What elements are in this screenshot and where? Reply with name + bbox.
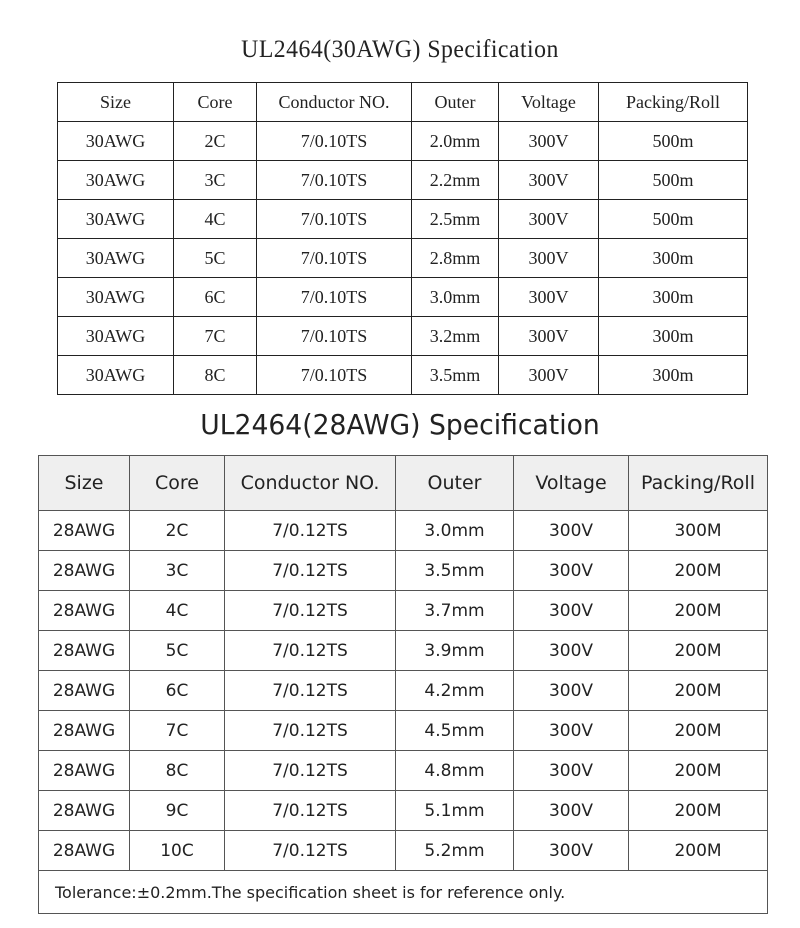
cell-voltage: 300V — [499, 278, 599, 317]
cell-size: 30AWG — [58, 200, 174, 239]
cell-core: 10C — [130, 831, 225, 871]
cell-packing: 500m — [599, 122, 748, 161]
cell-core: 8C — [174, 356, 257, 395]
cell-packing: 200M — [629, 631, 768, 671]
cell-packing: 200M — [629, 791, 768, 831]
table-row — [39, 711, 768, 751]
table-row — [39, 791, 768, 831]
cell-size: 30AWG — [58, 239, 174, 278]
spec-table-30awg — [57, 82, 748, 395]
table-row — [39, 831, 768, 871]
cell-size: 28AWG — [39, 711, 130, 751]
cell-size: 28AWG — [39, 551, 130, 591]
column-header-packing: Packing/Roll — [629, 456, 768, 511]
spec-table-28awg — [38, 455, 768, 914]
cell-voltage: 300V — [514, 591, 629, 631]
cell-size: 28AWG — [39, 591, 130, 631]
cell-packing: 300M — [629, 511, 768, 551]
cell-conductor: 7/0.10TS — [257, 278, 412, 317]
cell-packing: 200M — [629, 551, 768, 591]
cell-core: 2C — [130, 511, 225, 551]
cell-core: 6C — [174, 278, 257, 317]
cell-voltage: 300V — [499, 239, 599, 278]
cell-core: 7C — [174, 317, 257, 356]
table-row — [58, 317, 748, 356]
cell-outer: 2.8mm — [412, 239, 499, 278]
cell-packing: 500m — [599, 161, 748, 200]
cell-voltage: 300V — [514, 631, 629, 671]
cell-size: 28AWG — [39, 671, 130, 711]
cell-voltage: 300V — [499, 161, 599, 200]
column-header-packing: Packing/Roll — [599, 83, 748, 122]
column-header-outer: Outer — [412, 83, 499, 122]
cell-packing: 300m — [599, 239, 748, 278]
table-row — [58, 200, 748, 239]
spec-title-28awg: UL2464(28AWG) Specification — [200, 408, 600, 441]
cell-core: 2C — [174, 122, 257, 161]
column-header-size: Size — [58, 83, 174, 122]
cell-size: 28AWG — [39, 751, 130, 791]
cell-conductor: 7/0.12TS — [225, 511, 396, 551]
column-header-voltage: Voltage — [514, 456, 629, 511]
cell-outer: 4.5mm — [396, 711, 514, 751]
cell-outer: 3.0mm — [412, 278, 499, 317]
cell-outer: 4.2mm — [396, 671, 514, 711]
table-header-row — [39, 456, 768, 511]
cell-voltage: 300V — [514, 791, 629, 831]
table-row — [58, 278, 748, 317]
spec-title-30awg: UL2464(30AWG) Specification — [241, 36, 559, 63]
cell-outer: 3.0mm — [396, 511, 514, 551]
cell-size: 28AWG — [39, 831, 130, 871]
cell-packing: 200M — [629, 711, 768, 751]
cell-core: 5C — [174, 239, 257, 278]
cell-voltage: 300V — [499, 122, 599, 161]
column-header-voltage: Voltage — [499, 83, 599, 122]
cell-packing: 200M — [629, 591, 768, 631]
cell-outer: 5.1mm — [396, 791, 514, 831]
cell-voltage: 300V — [514, 711, 629, 751]
table-row — [39, 551, 768, 591]
tolerance-footnote: Tolerance:±0.2mm.The specification sheet is for reference only. — [39, 871, 768, 914]
cell-outer: 3.5mm — [412, 356, 499, 395]
table-row — [58, 239, 748, 278]
cell-size: 30AWG — [58, 122, 174, 161]
cell-conductor: 7/0.12TS — [225, 751, 396, 791]
cell-core: 3C — [130, 551, 225, 591]
cell-outer: 3.5mm — [396, 551, 514, 591]
cell-size: 30AWG — [58, 317, 174, 356]
cell-voltage: 300V — [499, 200, 599, 239]
cell-voltage: 300V — [514, 831, 629, 871]
cell-packing: 200M — [629, 671, 768, 711]
cell-conductor: 7/0.12TS — [225, 551, 396, 591]
table-row — [39, 511, 768, 551]
cell-core: 4C — [174, 200, 257, 239]
cell-conductor: 7/0.10TS — [257, 161, 412, 200]
footnote-row — [39, 871, 768, 914]
cell-outer: 3.9mm — [396, 631, 514, 671]
cell-size: 28AWG — [39, 511, 130, 551]
cell-outer: 3.2mm — [412, 317, 499, 356]
cell-outer: 2.0mm — [412, 122, 499, 161]
cell-core: 8C — [130, 751, 225, 791]
cell-packing: 300m — [599, 278, 748, 317]
cell-core: 7C — [130, 711, 225, 751]
cell-outer: 4.8mm — [396, 751, 514, 791]
table-header-row — [58, 83, 748, 122]
cell-core: 6C — [130, 671, 225, 711]
column-header-conductor: Conductor NO. — [257, 83, 412, 122]
cell-conductor: 7/0.12TS — [225, 631, 396, 671]
cell-core: 3C — [174, 161, 257, 200]
table-row — [58, 161, 748, 200]
cell-conductor: 7/0.10TS — [257, 356, 412, 395]
cell-conductor: 7/0.12TS — [225, 791, 396, 831]
column-header-conductor: Conductor NO. — [225, 456, 396, 511]
cell-packing: 500m — [599, 200, 748, 239]
table-row — [39, 631, 768, 671]
cell-size: 30AWG — [58, 161, 174, 200]
table-row — [58, 356, 748, 395]
cell-outer: 2.2mm — [412, 161, 499, 200]
cell-core: 5C — [130, 631, 225, 671]
cell-conductor: 7/0.12TS — [225, 831, 396, 871]
cell-conductor: 7/0.10TS — [257, 317, 412, 356]
cell-conductor: 7/0.12TS — [225, 711, 396, 751]
cell-conductor: 7/0.10TS — [257, 239, 412, 278]
cell-voltage: 300V — [499, 317, 599, 356]
column-header-core: Core — [174, 83, 257, 122]
cell-size: 30AWG — [58, 356, 174, 395]
cell-outer: 2.5mm — [412, 200, 499, 239]
table-row — [39, 751, 768, 791]
cell-conductor: 7/0.12TS — [225, 591, 396, 631]
cell-packing: 300m — [599, 356, 748, 395]
cell-voltage: 300V — [499, 356, 599, 395]
cell-outer: 3.7mm — [396, 591, 514, 631]
cell-core: 9C — [130, 791, 225, 831]
cell-size: 30AWG — [58, 278, 174, 317]
cell-voltage: 300V — [514, 751, 629, 791]
cell-size: 28AWG — [39, 791, 130, 831]
cell-conductor: 7/0.10TS — [257, 122, 412, 161]
cell-voltage: 300V — [514, 551, 629, 591]
table-row — [39, 671, 768, 711]
column-header-core: Core — [130, 456, 225, 511]
column-header-outer: Outer — [396, 456, 514, 511]
column-header-size: Size — [39, 456, 130, 511]
table-row — [39, 591, 768, 631]
cell-core: 4C — [130, 591, 225, 631]
cell-packing: 300m — [599, 317, 748, 356]
cell-conductor: 7/0.10TS — [257, 200, 412, 239]
cell-outer: 5.2mm — [396, 831, 514, 871]
cell-packing: 200M — [629, 831, 768, 871]
cell-voltage: 300V — [514, 671, 629, 711]
cell-conductor: 7/0.12TS — [225, 671, 396, 711]
table-row — [58, 122, 748, 161]
cell-voltage: 300V — [514, 511, 629, 551]
cell-packing: 200M — [629, 751, 768, 791]
cell-size: 28AWG — [39, 631, 130, 671]
